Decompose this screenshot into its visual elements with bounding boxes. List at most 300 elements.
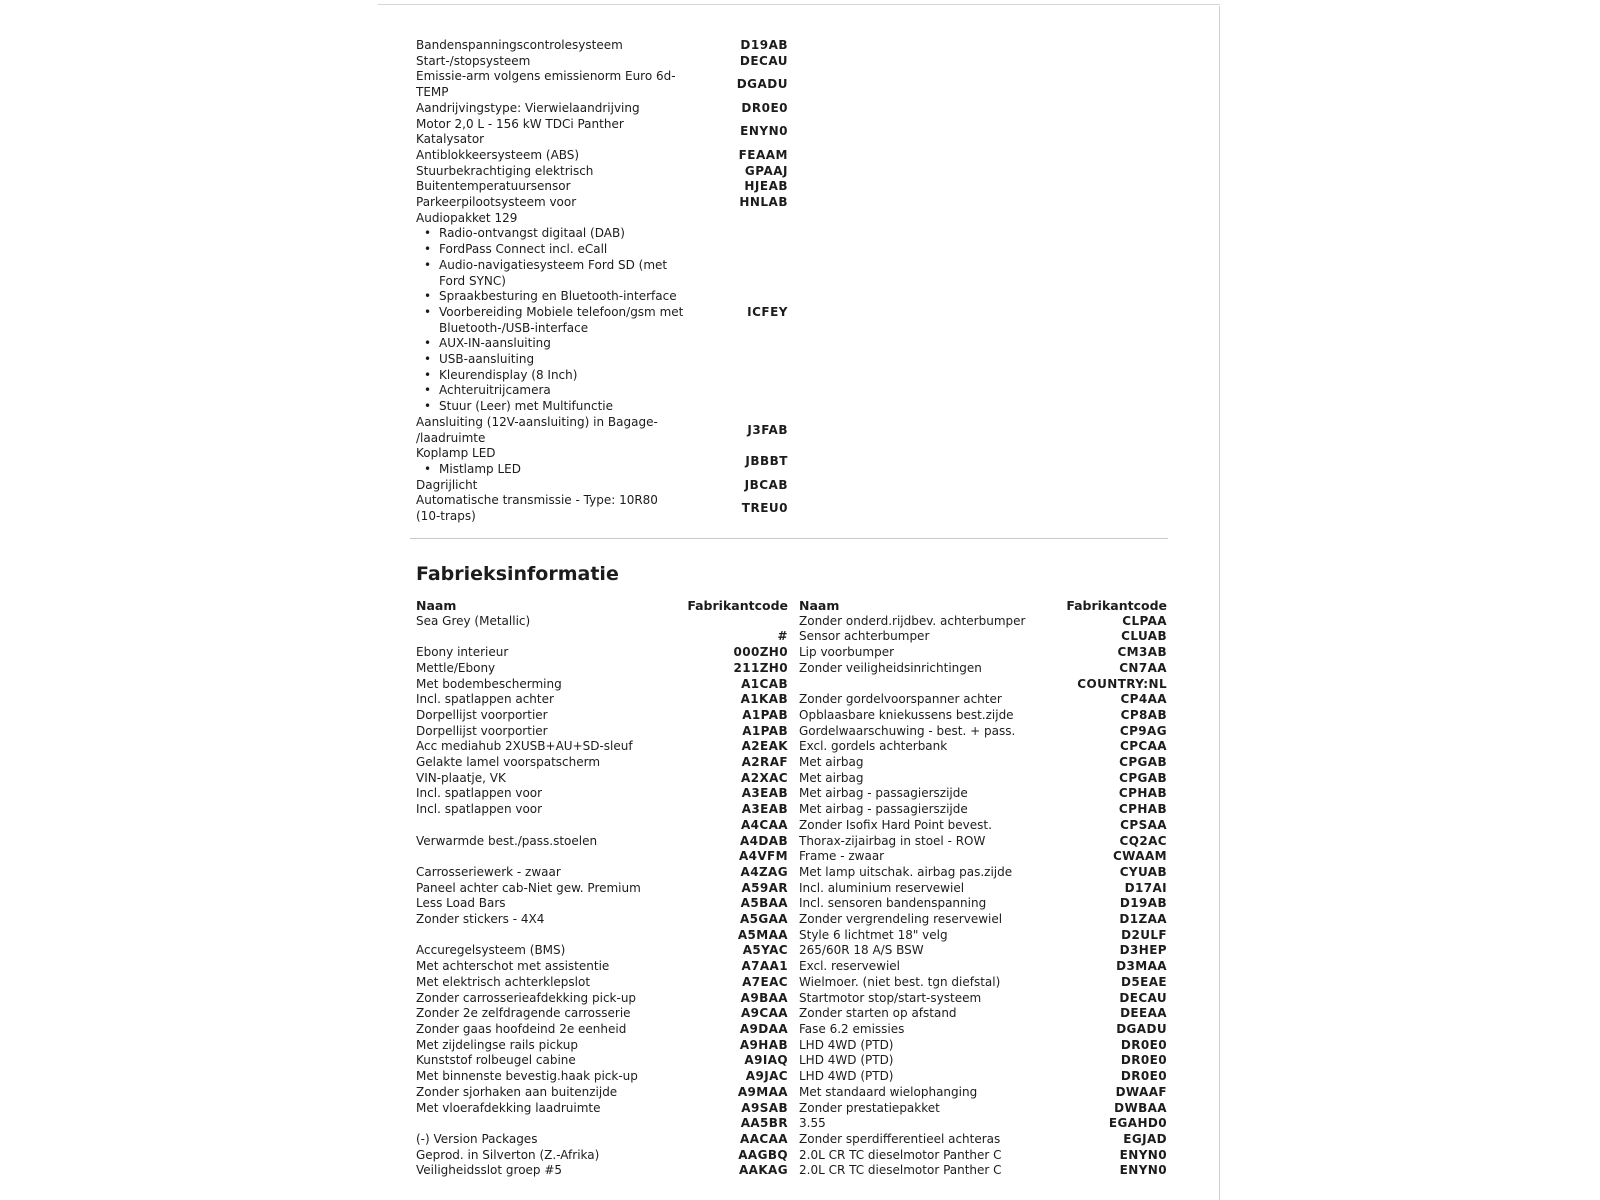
spec-code: DECAU	[739, 53, 788, 68]
factory-item-code: CPHAB	[1118, 802, 1167, 817]
spec-row	[416, 446, 788, 477]
factory-item-code: A9BAA	[740, 990, 788, 1005]
factory-row	[799, 645, 1167, 661]
column-header-code: Fabrikantcode	[1066, 598, 1167, 613]
factory-item-name: Zonder gordelvoorspanner achter	[799, 692, 1002, 707]
factory-item-name: Met airbag	[799, 770, 864, 785]
factory-row	[416, 786, 788, 802]
factory-row	[799, 818, 1167, 834]
spec-sub-item	[416, 258, 688, 289]
spec-sub-item	[416, 462, 688, 478]
factory-item-name: Zonder 2e zelfdragende carrosserie	[416, 1006, 631, 1021]
equipment-spec-list	[416, 38, 788, 525]
spec-name	[416, 54, 688, 70]
factory-item-name: Verwarmde best./pass.stoelen	[416, 833, 598, 848]
spec-row	[416, 101, 788, 117]
spec-code: JBCAB	[744, 477, 788, 492]
factory-item-name: (-) Version Packages	[416, 1131, 538, 1146]
factory-row	[416, 1116, 788, 1132]
factory-item-name: LHD 4WD (PTD)	[799, 1037, 894, 1052]
factory-item-name: Gordelwaarschuwing - best. + pass.	[799, 723, 1016, 738]
factory-item-name: Carrosseriewerk - zwaar	[416, 864, 561, 879]
factory-item-code: CP9AG	[1119, 723, 1167, 738]
factory-item-code: #	[777, 629, 788, 644]
spec-code: TREU0	[741, 501, 788, 516]
spec-name-line: Motor 2,0 L - 156 kW TDCi Panther	[416, 116, 624, 131]
factory-row	[799, 771, 1167, 787]
factory-row	[799, 928, 1167, 944]
factory-item-code: A4CAA	[740, 817, 788, 832]
factory-item-name: Veiligheidsslot groep #5	[416, 1163, 563, 1178]
factory-row	[416, 943, 788, 959]
factory-table-header-right	[799, 598, 1167, 614]
factory-item-name: Geprod. in Silverton (Z.-Afrika)	[416, 1147, 600, 1162]
factory-row	[799, 991, 1167, 1007]
factory-item-code: A7AA1	[741, 959, 788, 974]
spec-row	[416, 211, 788, 415]
factory-row	[416, 661, 788, 677]
factory-info-title: Fabrieksinformatie	[416, 563, 619, 585]
spec-name-line: Aandrijvingstype: Vierwielaandrijving	[416, 100, 640, 115]
factory-item-name: Dorpellijst voorportier	[416, 723, 548, 738]
factory-row	[799, 834, 1167, 850]
spec-sub-item-line: • AUX-IN-aansluiting	[439, 336, 551, 351]
factory-item-name: Zonder gaas hoofdeind 2e eenheid	[416, 1021, 627, 1036]
factory-row	[799, 1163, 1167, 1179]
column-header-name: Naam	[416, 598, 457, 613]
factory-item-name: Incl. aluminium reservewiel	[799, 880, 965, 895]
factory-item-code: AACAA	[740, 1131, 788, 1146]
spec-row	[416, 117, 788, 148]
spec-name	[416, 179, 688, 195]
spec-name	[416, 164, 688, 180]
factory-item-name: Met achterschot met assistentie	[416, 959, 610, 974]
spec-sub-item	[416, 336, 688, 352]
factory-item-code: A2RAF	[741, 755, 788, 770]
factory-row	[799, 881, 1167, 897]
factory-row	[799, 786, 1167, 802]
spec-code: GPAAJ	[744, 163, 788, 178]
factory-item-name: Met binnenste bevestig.haak pick-up	[416, 1069, 638, 1084]
factory-item-code: 211ZH0	[733, 660, 788, 675]
factory-item-name: Met vloerafdekking laadruimte	[416, 1100, 601, 1115]
factory-row	[416, 959, 788, 975]
factory-item-name: Excl. gordels achterbank	[799, 739, 948, 754]
factory-row	[416, 677, 788, 693]
spec-name-line: Aansluiting (12V-aansluiting) in Bagage-	[416, 414, 658, 429]
spec-name-line: /laadruimte	[416, 430, 486, 445]
spec-name	[416, 478, 688, 494]
factory-row	[799, 1148, 1167, 1164]
factory-info-right-column	[799, 598, 1167, 1179]
factory-item-code: EGJAD	[1123, 1131, 1167, 1146]
factory-item-code: A3EAB	[741, 786, 788, 801]
factory-item-code: CPCAA	[1120, 739, 1167, 754]
factory-item-name: Startmotor stop/start-systeem	[799, 990, 982, 1005]
spec-name-line: Audiopakket 129	[416, 210, 518, 225]
factory-item-name: 3.55	[799, 1116, 826, 1131]
factory-item-name: 2.0L CR TC dieselmotor Panther C	[799, 1163, 1002, 1178]
factory-item-code: CP4AA	[1120, 692, 1167, 707]
factory-item-code: D5EAE	[1121, 974, 1167, 989]
factory-item-name: Paneel achter cab-Niet gew. Premium	[416, 880, 641, 895]
factory-row	[416, 629, 788, 645]
factory-row	[799, 865, 1167, 881]
factory-item-code: A5MAA	[737, 927, 788, 942]
factory-row	[416, 692, 788, 708]
factory-item-name: Incl. spatlappen voor	[416, 802, 543, 817]
factory-row	[799, 661, 1167, 677]
factory-item-code: CN7AA	[1119, 660, 1167, 675]
factory-item-code: CM3AB	[1117, 645, 1167, 660]
factory-row	[799, 1101, 1167, 1117]
factory-row	[416, 1006, 788, 1022]
factory-item-name: Met bodembescherming	[416, 676, 562, 691]
factory-item-code: CLPAA	[1122, 613, 1167, 628]
factory-item-code: A7EAC	[742, 974, 788, 989]
factory-row	[416, 1053, 788, 1069]
factory-item-name: Met lamp uitschak. airbag pas.zijde	[799, 864, 1013, 879]
factory-row	[416, 1085, 788, 1101]
spec-name	[416, 446, 688, 477]
spec-sub-item-line: • Kleurendisplay (8 Inch)	[439, 367, 578, 382]
factory-item-code: CQ2AC	[1119, 833, 1167, 848]
factory-item-name: Mettle/Ebony	[416, 660, 496, 675]
factory-item-code: AAKAG	[738, 1163, 788, 1178]
spec-sub-items	[416, 226, 688, 414]
spec-row	[416, 38, 788, 54]
spec-name-line: Automatische transmissie - Type: 10R80	[416, 493, 658, 508]
factory-item-name: Acc mediahub 2XUSB+AU+SD-sleuf	[416, 739, 633, 754]
spec-sub-item	[416, 399, 688, 415]
spec-name-line: Parkeerpilootsysteem voor	[416, 195, 577, 210]
spec-name	[416, 101, 688, 117]
factory-item-name: Met airbag - passagierszijde	[799, 786, 968, 801]
factory-row	[799, 614, 1167, 630]
factory-row	[799, 1053, 1167, 1069]
factory-item-code: A2XAC	[741, 770, 788, 785]
spec-row	[416, 493, 788, 524]
spec-name-line: Antiblokkeersysteem (ABS)	[416, 147, 580, 162]
factory-item-code: A1PAB	[742, 707, 788, 722]
factory-item-code: CYUAB	[1119, 864, 1167, 879]
factory-item-code: A59AR	[741, 880, 788, 895]
factory-row	[416, 1163, 788, 1179]
factory-item-code: A2EAK	[741, 739, 788, 754]
spec-name	[416, 415, 688, 446]
factory-row	[799, 1116, 1167, 1132]
factory-item-name: Dorpellijst voorportier	[416, 707, 548, 722]
factory-item-name: Zonder sperdifferentieel achteras	[799, 1131, 1001, 1146]
factory-row	[416, 771, 788, 787]
factory-item-name: 265/60R 18 A/S BSW	[799, 943, 924, 958]
factory-item-code: CLUAB	[1121, 629, 1167, 644]
factory-row	[416, 1101, 788, 1117]
factory-row	[799, 849, 1167, 865]
spec-name-line: Start-/stopsysteem	[416, 53, 531, 68]
factory-row	[799, 1022, 1167, 1038]
spec-row	[416, 164, 788, 180]
spec-code: JBBBT	[745, 454, 788, 469]
spec-row	[416, 179, 788, 195]
factory-item-name: Incl. spatlappen voor	[416, 786, 543, 801]
spec-sub-item-line: • FordPass Connect incl. eCall	[439, 242, 608, 257]
factory-item-code: COUNTRY:NL	[1077, 676, 1167, 691]
factory-row	[799, 692, 1167, 708]
spec-row	[416, 478, 788, 494]
factory-row	[799, 1132, 1167, 1148]
factory-item-name: Met standaard wielophanging	[799, 1084, 978, 1099]
factory-info-left-column	[416, 598, 788, 1179]
factory-item-name: Zonder vergrendeling reservewiel	[799, 912, 1003, 927]
factory-item-name: Met elektrisch achterklepslot	[416, 974, 591, 989]
factory-row	[416, 881, 788, 897]
factory-item-code: A5YAC	[742, 943, 788, 958]
factory-row	[799, 1006, 1167, 1022]
spec-code: HJEAB	[744, 179, 788, 194]
spec-sub-item	[416, 226, 688, 242]
factory-item-name: Zonder onderd.rijdbev. achterbumper	[799, 613, 1026, 628]
factory-item-code: DEEAA	[1120, 1006, 1167, 1021]
factory-row	[416, 802, 788, 818]
factory-item-code: A4ZAG	[740, 864, 788, 879]
factory-item-name: Zonder sjorhaken aan buitenzijde	[416, 1084, 618, 1099]
factory-item-name: Ebony interieur	[416, 645, 509, 660]
factory-item-code: ENYN0	[1119, 1163, 1167, 1178]
spec-sub-item	[416, 305, 688, 336]
factory-row	[416, 1148, 788, 1164]
factory-item-code: CP8AB	[1120, 707, 1167, 722]
factory-item-name: Zonder carrosserieafdekking pick-up	[416, 990, 637, 1005]
factory-item-code: EGAHD0	[1108, 1116, 1167, 1131]
factory-row	[799, 629, 1167, 645]
spec-sub-item-line: • Stuur (Leer) met Multifunctie	[439, 399, 614, 414]
factory-item-name: Excl. reservewiel	[799, 959, 901, 974]
factory-item-code: D1ZAA	[1119, 912, 1167, 927]
factory-row	[799, 975, 1167, 991]
spec-name-line: (10-traps)	[416, 509, 476, 524]
spec-code: ICFEY	[747, 304, 788, 319]
factory-item-name: Incl. spatlappen achter	[416, 692, 554, 707]
factory-item-name: Zonder veiligheidsinrichtingen	[799, 660, 982, 675]
factory-row	[799, 1085, 1167, 1101]
factory-item-name: 2.0L CR TC dieselmotor Panther C	[799, 1147, 1002, 1162]
spec-sub-item-line: • Achteruitrijcamera	[439, 383, 551, 398]
spec-code: DR0E0	[741, 100, 788, 115]
factory-row	[416, 849, 788, 865]
factory-row	[416, 1069, 788, 1085]
factory-row	[416, 896, 788, 912]
factory-item-name: Thorax-zijairbag in stoel - ROW	[799, 833, 986, 848]
factory-item-name: Sensor achterbumper	[799, 629, 930, 644]
factory-item-code: ENYN0	[1119, 1147, 1167, 1162]
factory-item-code: A3EAB	[741, 802, 788, 817]
spec-name	[416, 211, 688, 415]
factory-item-code: DWAAF	[1115, 1084, 1167, 1099]
factory-row	[416, 724, 788, 740]
factory-item-name: Lip voorbumper	[799, 645, 895, 660]
factory-item-name: Met airbag	[799, 755, 864, 770]
factory-item-code: AA5BR	[740, 1116, 788, 1131]
factory-item-code: A9IAQ	[744, 1053, 788, 1068]
factory-item-code: CPHAB	[1118, 786, 1167, 801]
factory-row	[416, 1132, 788, 1148]
spec-row	[416, 54, 788, 70]
factory-item-name: Met zijdelingse rails pickup	[416, 1037, 578, 1052]
factory-item-name: Fase 6.2 emissies	[799, 1021, 905, 1036]
factory-item-name: Kunststof rolbeugel cabine	[416, 1053, 576, 1068]
spec-code: ENYN0	[740, 124, 788, 139]
factory-row	[416, 645, 788, 661]
spec-code: DGADU	[736, 77, 788, 92]
spec-sub-item-line: • Mistlamp LED	[439, 461, 521, 476]
spec-name	[416, 38, 688, 54]
factory-row	[799, 896, 1167, 912]
spec-sub-item-line: Bluetooth-/USB-interface	[439, 320, 589, 335]
factory-item-code: DWBAA	[1114, 1100, 1167, 1115]
factory-item-code: A5BAA	[740, 896, 788, 911]
spec-name	[416, 117, 688, 148]
factory-item-code: D3MAA	[1116, 959, 1167, 974]
spec-sub-item	[416, 368, 688, 384]
factory-item-code: CPGAB	[1119, 755, 1167, 770]
factory-item-code: AAGBQ	[738, 1147, 788, 1162]
factory-row	[799, 739, 1167, 755]
spec-sub-item-line: • Audio-navigatiesysteem Ford SD (met	[439, 257, 668, 272]
factory-row	[416, 865, 788, 881]
factory-item-code: A9MAA	[737, 1084, 788, 1099]
spec-name-line: TEMP	[416, 85, 449, 100]
factory-item-code: A1PAB	[742, 723, 788, 738]
factory-item-code: D2ULF	[1121, 927, 1167, 942]
factory-item-code: D3HEP	[1119, 943, 1167, 958]
factory-row	[799, 1038, 1167, 1054]
factory-table-header-left	[416, 598, 788, 614]
spec-sub-item-line: • Voorbereiding Mobiele telefoon/gsm met	[439, 304, 684, 319]
spec-sub-item-line: • Radio-ontvangst digitaal (DAB)	[439, 226, 625, 241]
spec-row	[416, 415, 788, 446]
spec-code: HNLAB	[739, 195, 788, 210]
spec-sub-item	[416, 383, 688, 399]
factory-item-code: A9HAB	[739, 1037, 788, 1052]
spec-sub-item-line: • Spraakbesturing en Bluetooth-interface	[439, 289, 677, 304]
spec-sub-items	[416, 462, 688, 478]
spec-code: FEAAM	[738, 147, 788, 162]
factory-item-name: Accuregelsysteem (BMS)	[416, 943, 566, 958]
page-top-edge	[378, 4, 1220, 5]
factory-item-name: Met airbag - passagierszijde	[799, 802, 968, 817]
factory-item-name: Style 6 lichtmet 18" velg	[799, 927, 948, 942]
column-header-code: Fabrikantcode	[687, 598, 788, 613]
spec-row	[416, 195, 788, 211]
factory-row	[799, 755, 1167, 771]
factory-row	[416, 834, 788, 850]
spec-code: D19AB	[740, 38, 788, 52]
factory-item-code: A9SAB	[741, 1100, 788, 1115]
spec-row	[416, 69, 788, 100]
factory-row	[799, 943, 1167, 959]
factory-row	[799, 802, 1167, 818]
factory-item-name: Wielmoer. (niet best. tgn diefstal)	[799, 974, 1001, 989]
factory-item-name: Sea Grey (Metallic)	[416, 613, 531, 628]
spec-code: J3FAB	[747, 422, 788, 437]
factory-item-name: Gelakte lamel voorspatscherm	[416, 755, 601, 770]
factory-item-name: Frame - zwaar	[799, 849, 885, 864]
factory-item-name: Zonder stickers - 4X4	[416, 912, 545, 927]
factory-item-code: A4VFM	[738, 849, 788, 864]
factory-item-code: DECAU	[1119, 990, 1167, 1005]
factory-item-code: A5GAA	[739, 912, 788, 927]
factory-row	[416, 1038, 788, 1054]
spec-sub-item	[416, 289, 688, 305]
page-right-edge	[1219, 6, 1220, 1200]
factory-row	[416, 1022, 788, 1038]
factory-item-code: CPGAB	[1119, 770, 1167, 785]
factory-item-code: D19AB	[1119, 896, 1167, 911]
factory-item-name: Less Load Bars	[416, 896, 506, 911]
factory-item-code: A9JAC	[745, 1069, 788, 1084]
factory-row	[416, 991, 788, 1007]
factory-item-code: DGADU	[1116, 1021, 1167, 1036]
spec-name-line: Dagrijlicht	[416, 477, 478, 492]
spec-row	[416, 148, 788, 164]
spec-name-line: Stuurbekrachtiging elektrisch	[416, 163, 594, 178]
factory-item-code: DR0E0	[1120, 1053, 1167, 1068]
factory-item-code: D17AI	[1124, 880, 1167, 895]
factory-item-name: Opblaasbare kniekussens best.zijde	[799, 707, 1014, 722]
factory-item-code: A4DAB	[739, 833, 788, 848]
factory-item-code: A1CAB	[741, 676, 788, 691]
factory-row	[416, 818, 788, 834]
factory-row	[416, 928, 788, 944]
column-header-name: Naam	[799, 598, 840, 613]
spec-name-line: Katalysator	[416, 132, 485, 147]
spec-name-line: Emissie-arm volgens emissienorm Euro 6d-	[416, 69, 676, 84]
factory-row	[416, 614, 788, 630]
factory-item-name: Zonder starten op afstand	[799, 1006, 957, 1021]
factory-row	[416, 912, 788, 928]
factory-row	[416, 755, 788, 771]
factory-row	[799, 708, 1167, 724]
spec-sub-item	[416, 352, 688, 368]
spec-sub-item-line: • USB-aansluiting	[439, 352, 535, 367]
factory-item-code: CPSAA	[1120, 817, 1167, 832]
spec-name	[416, 493, 688, 524]
factory-row	[799, 724, 1167, 740]
spec-sub-item-line: Ford SYNC)	[439, 273, 506, 288]
spec-name-line: Buitentemperatuursensor	[416, 179, 571, 194]
spec-name	[416, 195, 688, 211]
factory-item-code: A9CAA	[740, 1006, 788, 1021]
factory-row	[799, 1069, 1167, 1085]
factory-item-code: DR0E0	[1120, 1037, 1167, 1052]
factory-item-code: A1KAB	[740, 692, 788, 707]
factory-item-name: LHD 4WD (PTD)	[799, 1053, 894, 1068]
spec-name	[416, 69, 688, 100]
factory-row	[416, 739, 788, 755]
factory-item-code: 000ZH0	[733, 645, 788, 660]
spec-name	[416, 148, 688, 164]
section-divider	[410, 538, 1168, 539]
factory-item-code: A9DAA	[739, 1021, 788, 1036]
factory-item-name: Incl. sensoren bandenspanning	[799, 896, 987, 911]
factory-item-name: Zonder Isofix Hard Point bevest.	[799, 817, 992, 832]
factory-item-code: DR0E0	[1120, 1069, 1167, 1084]
factory-row	[416, 708, 788, 724]
factory-row	[799, 677, 1167, 693]
factory-item-name: LHD 4WD (PTD)	[799, 1069, 894, 1084]
factory-row	[416, 975, 788, 991]
